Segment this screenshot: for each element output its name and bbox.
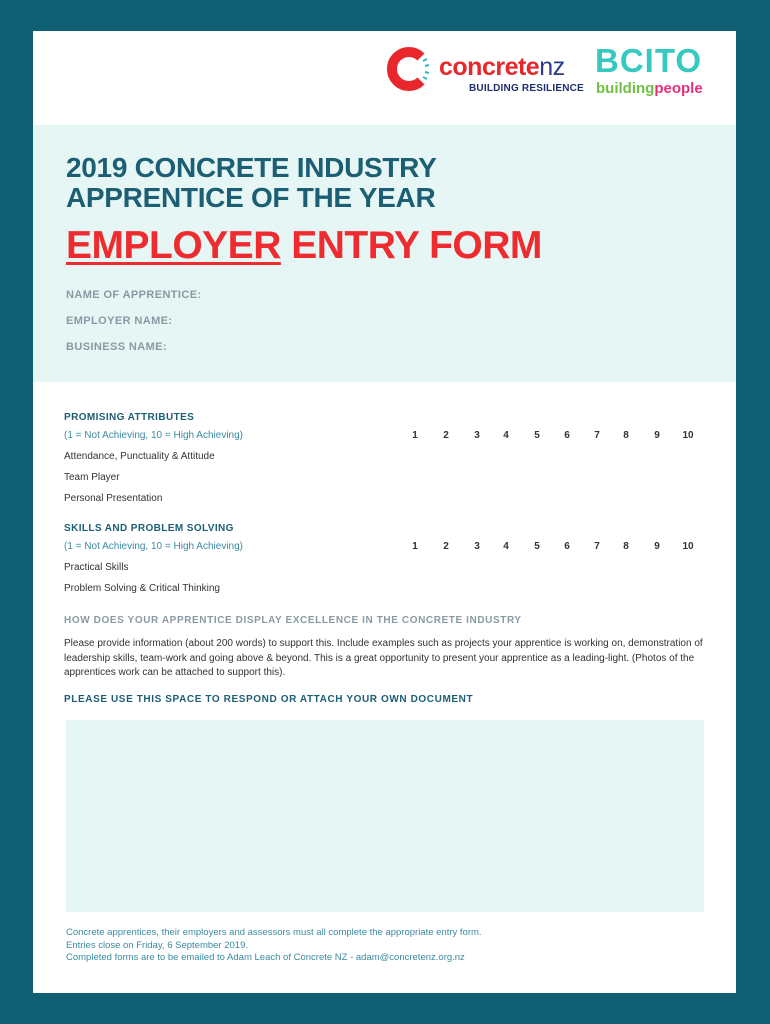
concretenz-tagline: BUILDING RESILIENCE — [469, 83, 584, 94]
response-textarea[interactable] — [66, 720, 704, 912]
scale-9: 9 — [654, 430, 660, 441]
skills-heading: SKILLS AND PROBLEM SOLVING — [64, 523, 234, 534]
promising-attributes-heading: PROMISING ATTRIBUTES — [64, 412, 195, 423]
bcito-logo — [595, 43, 725, 99]
scale-note: (1 = Not Achieving, 10 = High Achieving) — [64, 541, 243, 552]
form-title: EMPLOYER ENTRY FORM — [66, 224, 542, 267]
footer-email-line: Completed forms are to be emailed to Adam Leach of Concrete NZ - adam@concretenz.org.nz — [66, 952, 465, 963]
entry-form-page — [33, 31, 736, 993]
scale-2: 2 — [443, 541, 449, 552]
scale-10: 10 — [682, 541, 694, 552]
scale-2: 2 — [443, 430, 449, 441]
rating-scale — [403, 541, 703, 555]
bcito-tagline: buildingpeople — [596, 80, 703, 97]
scale-9: 9 — [654, 541, 660, 552]
bcito-wordmark: BCITO — [595, 42, 703, 79]
scale-1: 1 — [412, 430, 418, 441]
header-band — [33, 125, 736, 382]
excellence-heading: HOW DOES YOUR APPRENTICE DISPLAY EXCELLENCE IN THE CONCRETE INDUSTRY — [64, 615, 522, 626]
scale-3: 3 — [474, 430, 480, 441]
scale-5: 5 — [534, 430, 540, 441]
scale-7: 7 — [594, 430, 600, 441]
concretenz-logo — [385, 47, 585, 97]
concretenz-wordmark: concretenz — [439, 53, 565, 81]
employer-name-field[interactable]: EMPLOYER NAME: — [66, 315, 173, 327]
rating-row-practical[interactable]: Practical Skills — [64, 562, 129, 573]
footer-line: Concrete apprentices, their employers and assessors must all complete the appropriate entry form. — [66, 927, 482, 938]
rating-row-presentation[interactable]: Personal Presentation — [64, 493, 163, 504]
scale-5: 5 — [534, 541, 540, 552]
scale-4: 4 — [503, 541, 509, 552]
response-instruction: PLEASE USE THIS SPACE TO RESPOND OR ATTACH YOUR OWN DOCUMENT — [64, 694, 474, 705]
scale-note: (1 = Not Achieving, 10 = High Achieving) — [64, 430, 243, 441]
scale-8: 8 — [623, 430, 629, 441]
footer-notes — [66, 927, 706, 965]
rating-scale — [403, 430, 703, 444]
scale-6: 6 — [564, 430, 570, 441]
rating-row-problem-solving[interactable]: Problem Solving & Critical Thinking — [64, 583, 220, 594]
scale-8: 8 — [623, 541, 629, 552]
footer-line: Entries close on Friday, 6 September 2019. — [66, 939, 249, 951]
rating-row-team-player[interactable]: Team Player — [64, 472, 120, 483]
scale-10: 10 — [682, 430, 694, 441]
rating-row-attendance[interactable]: Attendance, Punctuality & Attitude — [64, 451, 215, 462]
scale-4: 4 — [503, 430, 509, 441]
concrete-c-icon — [385, 47, 429, 91]
page-title: 2019 CONCRETE INDUSTRY APPRENTICE OF THE YEAR — [66, 152, 437, 213]
excellence-instructions: Please provide information (about 200 words) to support this. Include examples such as projects your apprentice is working on, demonstration of leadership skills, team-work and going above & beyond. This is a great opportunity to present your apprentice as a leading-light. (Photos of the apprentices work can be attached to support this). — [64, 638, 703, 678]
business-name-field[interactable]: BUSINESS NAME: — [66, 341, 167, 353]
apprentice-name-field[interactable]: NAME OF APPRENTICE: — [66, 289, 202, 301]
scale-7: 7 — [594, 541, 600, 552]
scale-1: 1 — [412, 541, 418, 552]
scale-6: 6 — [564, 541, 570, 552]
scale-3: 3 — [474, 541, 480, 552]
